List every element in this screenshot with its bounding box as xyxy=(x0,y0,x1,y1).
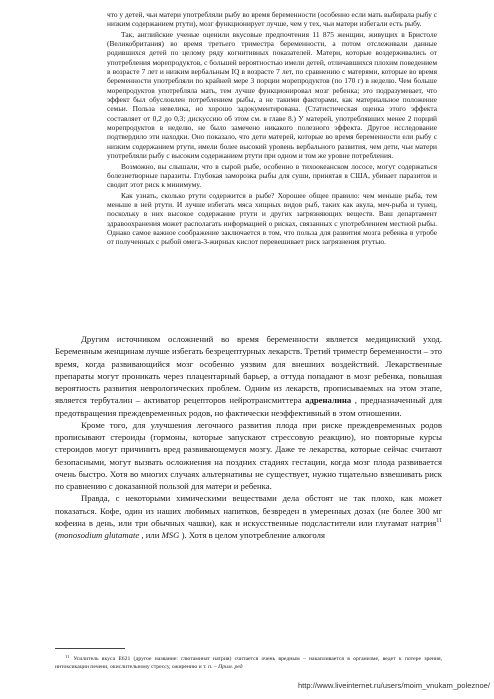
footnote-number: 11 xyxy=(65,654,70,659)
inset-paragraph-2: Так, английские ученые оценили вкусовые предпочтения 11 875 женщин, живущих в Бристоле (Великобритания) во время третьего триместра беременности, а потом отслеживали данные родившихся детей по целому ряду когнитивных показателей. Матери, которые воздерживались от употребления морепродуктов, с большей вероятностью имели детей, отличавшихся плохим поведением в возрасте 7 лет и низким вербальным IQ в возрасте 7 лет, по сравнению с матерями, которые во время беременности употребляли по крайней мере 3 порции морепродуктов (по 170 г) в неделю. Чем больше морепродуктов употребляла мать, тем лучше функционировал мозг ребенка; это подразумевает, что эффект был обусловлен потреблением рыбы, а не такими факторами, как материальное положение семьи. Польза невелика, но хорошо задокументирована. (Статистическая оценка этого эффекта составляет от 0,2 до 0,3; дискуссию об этом см. в главе 8.) У матерей, употреблявших менее 2 порций морепродуктов в неделю, не было замечено никакого полезного эффекта. Другое исследование подтвердило эти находки. Оно показало, что дети матерей, которые во время беременности ели рыбу с низким содержанием ртути, имели более высокий уровень вербального развития, чем дети, чьи матери употребляли рыбу с высоким содержанием ртути при одном и том же уровне потребления. xyxy=(107,29,437,161)
main-p1-text-a: Другим источником осложнений во время беременности является медицинский уход. Беременным женщинам лучше избегать безрецептурных лекарств. Третий триместр беременности – это время, когда развивающийся мозг особенно уязвим для внешних воздействий. Лекарственные препараты могут проникать через плацентарный барьер, а оттуда попадают в мозг ребенка, повышая вероятность развития неврологических проблем. Одним из лекарств, прописываемых на этом этапе, является тербуталин – активатор рецепторов нейротрансмиттера xyxy=(55,334,442,406)
main-p3-text-d: ). Хотя в целом употребление алкоголя xyxy=(179,530,325,540)
source-url[interactable]: http://www.liveinternet.ru/users/moim_vnukam_poleznoe/ xyxy=(297,681,490,690)
main-paragraph-3 xyxy=(55,492,442,541)
footnote-editor-note: Прим. ред xyxy=(218,664,243,671)
footnote-divider xyxy=(55,648,125,649)
main-text xyxy=(55,333,442,541)
footnote-ref[interactable]: 11 xyxy=(436,517,442,524)
inset-paragraph-4: Как узнать, сколько ртути содержится в рыбе? Хорошее общее правило: чем меньше рыба, тем меньше в ней ртути. И лучше избегать мяса хищных видов рыб, таких как акула, меч-рыба и тунец, поскольку в них высокое содержание ртути и других загрязняющих веществ. Ваш департамент здравоохранения может располагать информацией о рисках, связанных с употреблением местной рыбы. Однако самое важное соображение заключается в том, что польза для развития мозга ребенка в утробе от полученных с рыбой омега-3-жирных кислот перевешивает риск загрязнения ртутью. xyxy=(107,190,437,247)
main-p3-italic-1: monosodium glutamate xyxy=(57,530,140,540)
footnote-text: Усилитель вкуса Е621 (другое название: глютаминат натрия) считается очень вредным – накапливается в организме, ведет к потере зрения, интоксикации печени, окислительному стрессу, ожирению и т. п. – xyxy=(55,656,442,671)
main-p3-text-c: , или xyxy=(139,530,162,540)
main-p3-italic-2: MSG xyxy=(161,530,180,540)
main-paragraph-1 xyxy=(55,333,442,419)
inset-paragraph-3: Возможно, вы слышали, что в сырой рыбе, особенно в тихоокеанском лососе, могут содержаться болезнетворные паразиты. Глубокая заморозка рыбы для суши, принятая в США, убивает паразитов и сводит этот риск к минимуму. xyxy=(107,161,437,190)
main-p3-text-b: ( xyxy=(55,530,58,540)
main-paragraph-2: Кроме того, для улучшения легочного развития плода при риске преждевременных родов прописывают стероиды (гормоны, которые запускают стрессовую реакцию), но повторные курсы стероидов могут причинить вред развивающемуся мозгу. Даже те лекарства, которые сейчас считают безопасными, могут вызвать осложнения на поздних стадиях гестации, когда мозг плода развивается очень быстро. Хотя во многих случаях альтернативы не существует, нужно тщательно взвешивать риск по сравнению с доказанной пользой для матери и ребенка. xyxy=(55,419,442,491)
inset-box xyxy=(107,10,437,247)
main-p3-text-a: Правда, с некоторыми химическими веществами дела обстоят не так плохо, как может показаться. Кофе, один из наших любимых напитков, безвреден в умеренных дозах (не более 300 мг кофеина в день, или три обычных чашки), как и искусственные подсластители или глутамат натрия xyxy=(55,493,442,528)
main-p1-bold-term: адреналина xyxy=(305,395,352,406)
inset-paragraph-1: что у детей, чьи матери употребляли рыбу во время беременности (особенно если мать выбирала рыбу с низким содержанием ртути), мозг функционирует лучше, чем у тех, чьи матери избегали есть рыбу. xyxy=(107,10,437,29)
main-p1-text-b: , предназначенный для предотвращения преждевременных родов, но фактически неэффективный в этом отношении. xyxy=(55,395,442,418)
footnote xyxy=(55,655,442,671)
